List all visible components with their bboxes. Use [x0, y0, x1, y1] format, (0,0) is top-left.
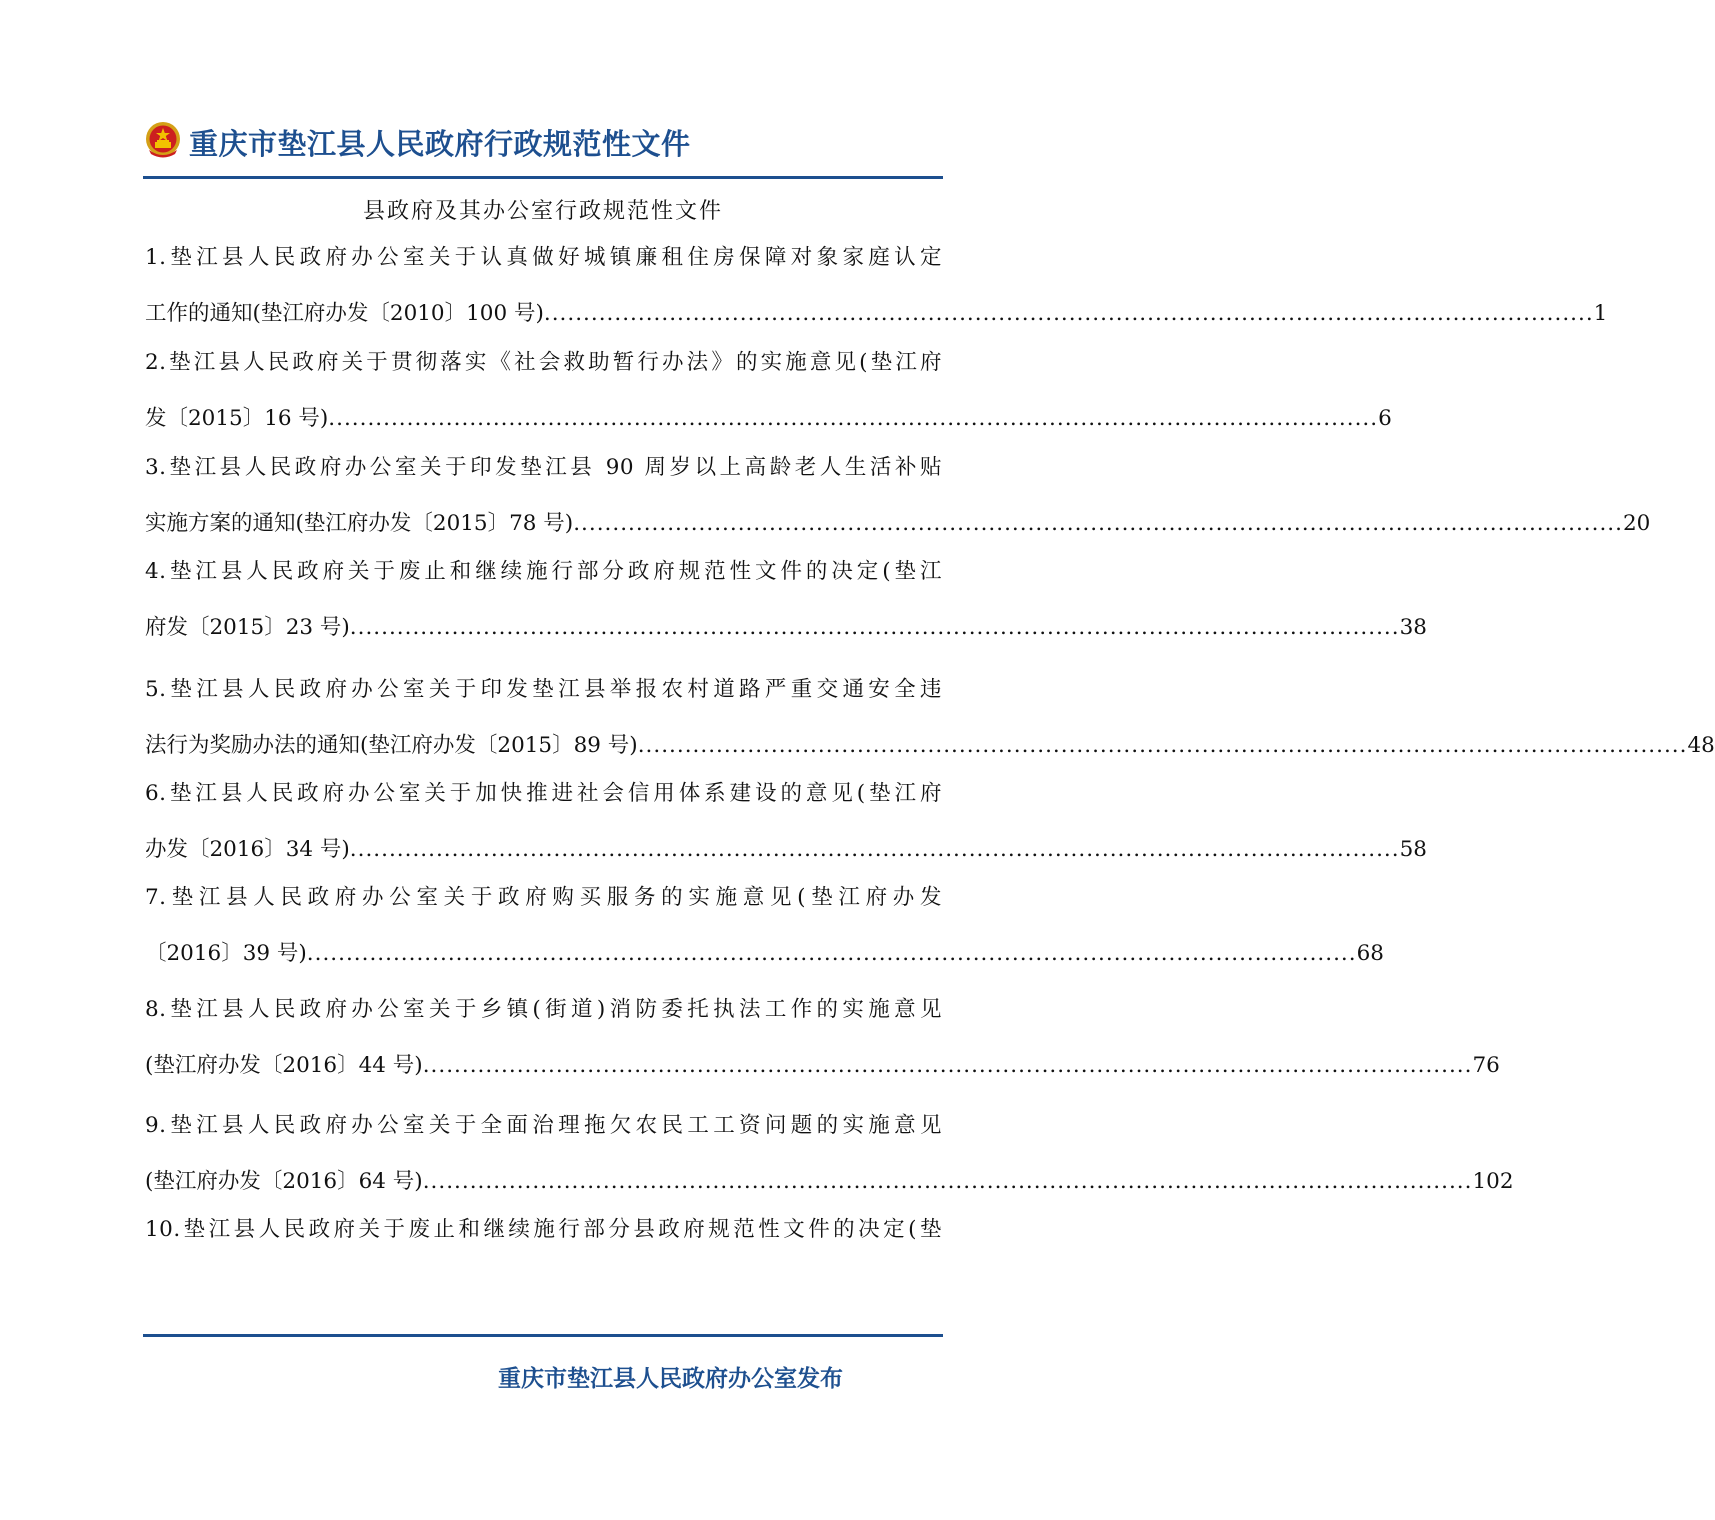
toc-page-number: 102 — [1472, 1169, 1514, 1194]
toc-entry-reference — [145, 934, 1384, 974]
toc-entry-doc-number: 府发〔2015〕23 号) — [145, 615, 350, 640]
toc-entry[interactable] — [145, 238, 1608, 334]
toc-entry-doc-number: (垫江府办发〔2016〕44 号) — [145, 1053, 423, 1078]
toc-entry-reference — [145, 726, 1715, 766]
toc-entry[interactable] — [145, 448, 1651, 544]
toc-entry[interactable] — [145, 670, 1715, 766]
toc-entry-reference — [145, 1162, 1514, 1202]
toc-page-number: 48 — [1687, 733, 1715, 758]
toc-entry[interactable] — [145, 878, 1384, 974]
toc-entry-doc-number: 发〔2015〕16 号) — [145, 406, 329, 431]
dot-leader: ...................................................................................................................................... — [306, 941, 1357, 966]
toc-entry[interactable] — [145, 990, 1500, 1086]
toc-entry-title: 8.垫江县人民政府办公室关于乡镇(街道)消防委托执法工作的实施意见 — [145, 997, 942, 1022]
section-subtitle: 县政府及其办公室行政规范性文件 — [362, 199, 723, 224]
header-divider — [143, 176, 943, 179]
toc-entry-title: 6.垫江县人民政府办公室关于加快推进社会信用体系建设的意见(垫江府 — [145, 781, 942, 806]
toc-entry-title: 3.垫江县人民政府办公室关于印发垫江县 90 周岁以上高龄老人生活补贴 — [145, 455, 942, 480]
toc-entry-doc-number: 工作的通知(垫江府办发〔2010〕100 号) — [145, 301, 544, 326]
dot-leader: ...................................................................................................................................... — [422, 1053, 1473, 1078]
toc-page-number: 76 — [1472, 1053, 1500, 1078]
toc-entry[interactable] — [145, 1106, 1514, 1202]
toc-page-number: 1 — [1593, 301, 1608, 326]
toc-entry-reference — [145, 608, 1427, 648]
toc-entry-reference — [145, 399, 1392, 439]
toc-entry-doc-number: 实施方案的通知(垫江府办发〔2015〕78 号) — [145, 511, 574, 536]
dot-leader: ...................................................................................................................................... — [349, 615, 1400, 640]
toc-page-number: 68 — [1356, 941, 1384, 966]
toc-entry-title: 2.垫江县人民政府关于贯彻落实《社会救助暂行办法》的实施意见(垫江府 — [145, 350, 942, 375]
national-emblem-icon — [143, 120, 183, 160]
toc-page-number: 6 — [1378, 406, 1392, 431]
toc-entry-doc-number: 办发〔2016〕34 号) — [145, 837, 350, 862]
toc-entry-reference — [145, 830, 1427, 870]
footer-divider — [143, 1334, 943, 1337]
toc-entry-reference — [145, 1046, 1500, 1086]
toc-entry-title: 1.垫江县人民政府办公室关于认真做好城镇廉租住房保障对象家庭认定 — [145, 245, 942, 270]
toc-entry-title: 5.垫江县人民政府办公室关于印发垫江县举报农村道路严重交通安全违 — [145, 677, 942, 702]
document-header — [143, 118, 943, 168]
dot-leader: ...................................................................................................................................... — [422, 1169, 1473, 1194]
toc-page-number: 20 — [1622, 511, 1651, 536]
dot-leader: ...................................................................................................................................... — [637, 733, 1688, 758]
dot-leader: ...................................................................................................................................... — [349, 837, 1400, 862]
toc-entry-title: 9.垫江县人民政府办公室关于全面治理拖欠农民工工资问题的实施意见 — [145, 1113, 942, 1138]
header-title: 重庆市垫江县人民政府行政规范性文件 — [189, 127, 691, 161]
toc-entry-title: 7.垫江县人民政府办公室关于政府购买服务的实施意见(垫江府办发 — [145, 885, 942, 910]
dot-leader: ...................................................................................................................................... — [573, 511, 1623, 536]
toc-entry-doc-number: 法行为奖励办法的通知(垫江府办发〔2015〕89 号) — [145, 733, 638, 758]
dot-leader: ...................................................................................................................................... — [328, 406, 1379, 431]
toc-entry-doc-number: (垫江府办发〔2016〕64 号) — [145, 1169, 423, 1194]
toc-entry[interactable] — [145, 343, 1392, 439]
toc-entry[interactable] — [145, 552, 1427, 648]
toc-page-number: 58 — [1399, 837, 1427, 862]
dot-leader: ...................................................................................................................................... — [543, 301, 1594, 326]
toc-entry-reference — [145, 504, 1651, 544]
toc-entry-title: 10.垫江县人民政府关于废止和继续施行部分县政府规范性文件的决定(垫 — [145, 1217, 942, 1242]
publisher-footer: 重庆市垫江县人民政府办公室发布 — [498, 1366, 843, 1392]
toc-entry-reference — [145, 294, 1608, 334]
toc-entry-doc-number: 〔2016〕39 号) — [145, 941, 307, 966]
toc-entry[interactable] — [145, 1210, 942, 1250]
toc-page-number: 38 — [1399, 615, 1427, 640]
toc-entry[interactable] — [145, 774, 1427, 870]
toc-entry-title: 4.垫江县人民政府关于废止和继续施行部分政府规范性文件的决定(垫江 — [145, 559, 942, 584]
